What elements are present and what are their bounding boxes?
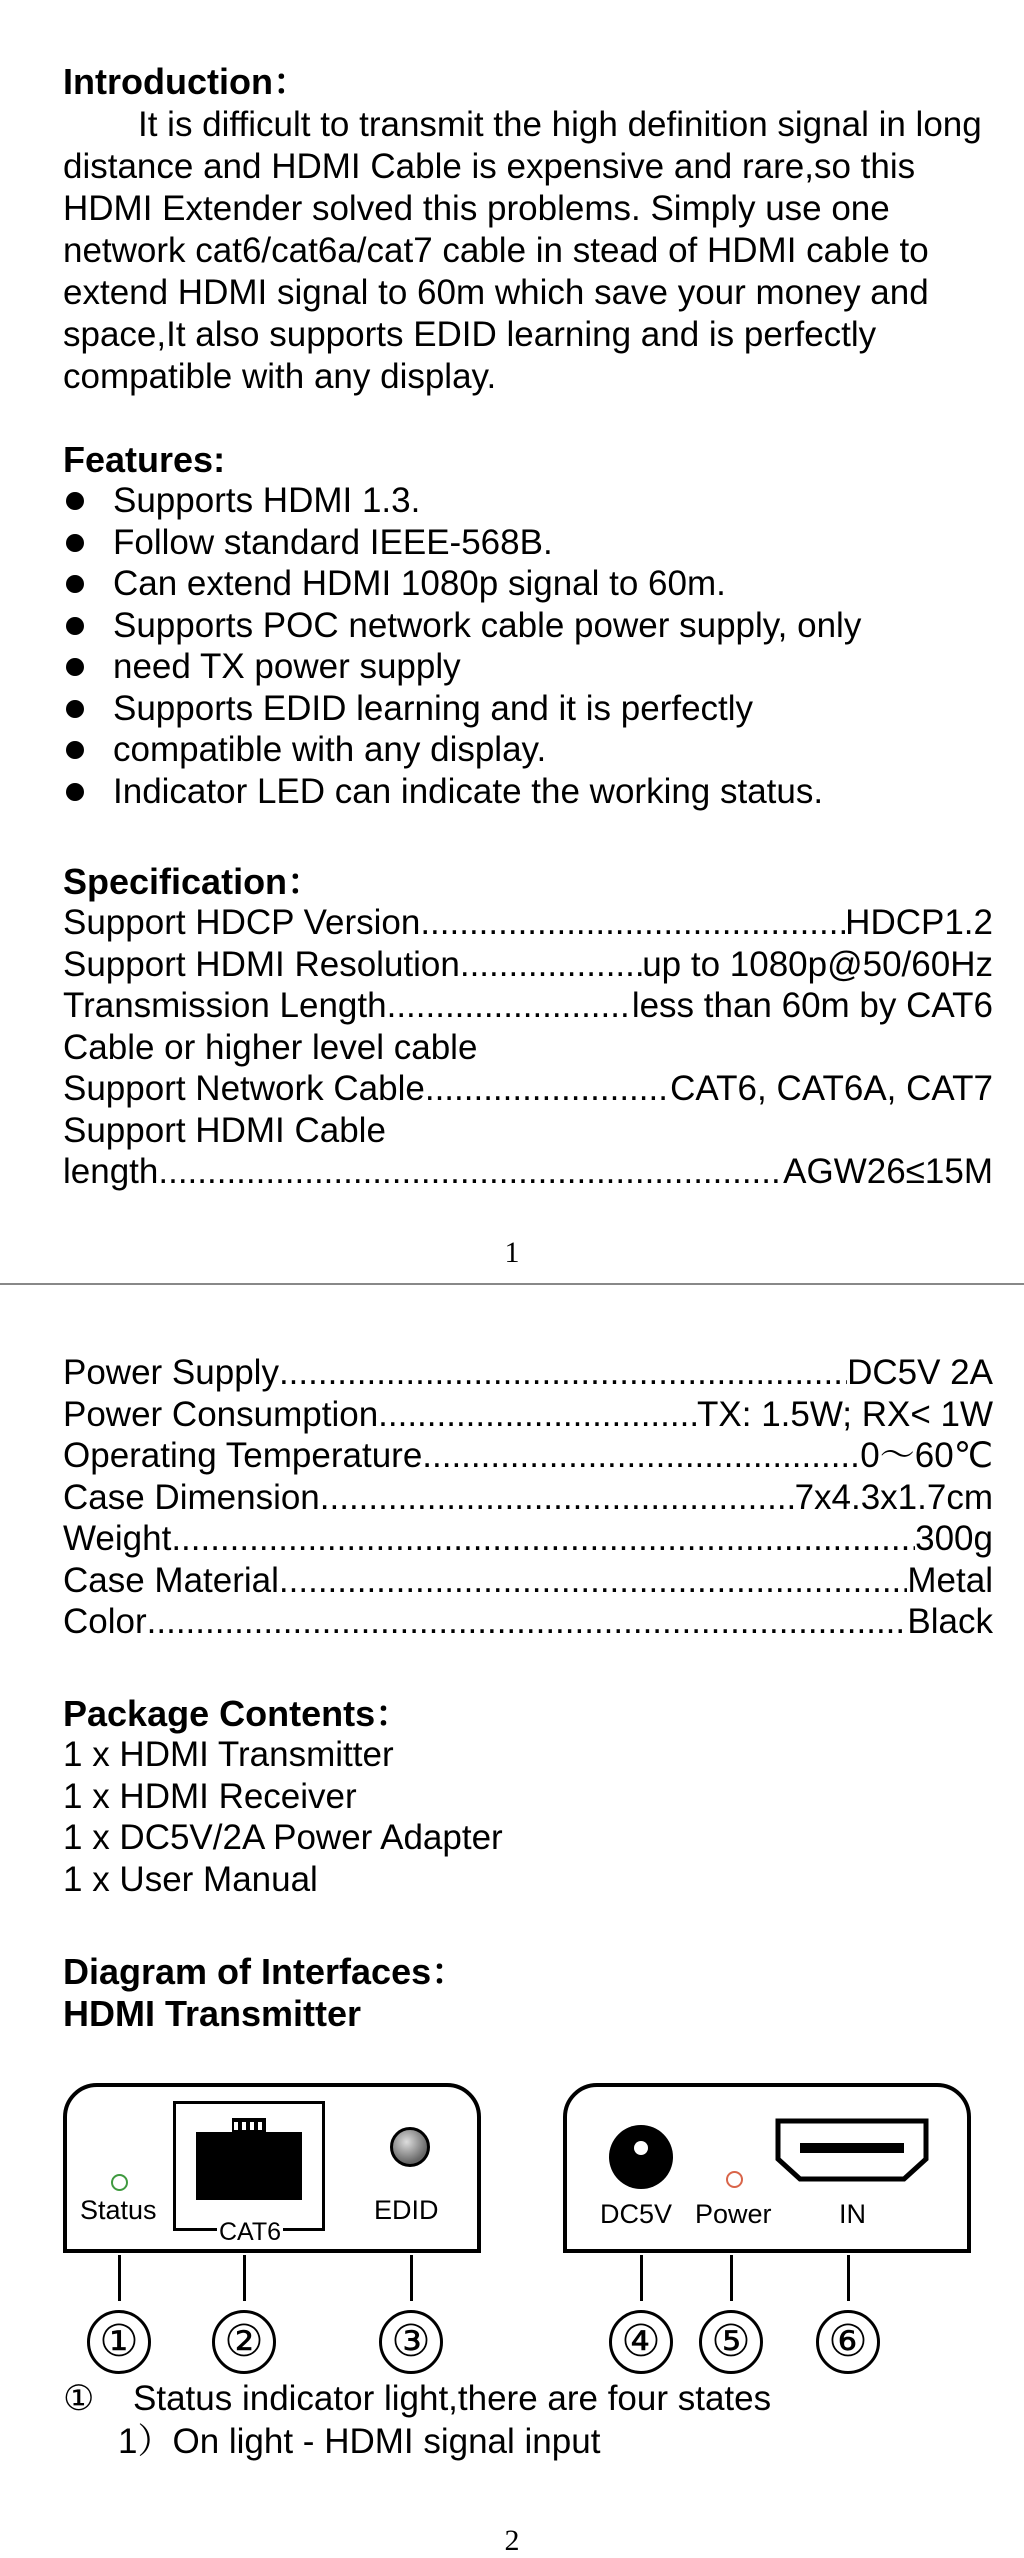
- cat6-port-frame: [173, 2101, 325, 2231]
- spec-row-hdmi-cable: length ..... AGW26≤15M: [63, 1151, 993, 1193]
- package-section: [63, 1694, 993, 1900]
- package-heading: Package Contents：: [63, 1693, 412, 1734]
- bullet-icon: [66, 783, 84, 801]
- spec-row-resolution: Support HDMI Resolution ..... up to 1080p@50/60Hz: [63, 944, 993, 986]
- bullet-icon: [66, 741, 84, 759]
- leader-line: [410, 2255, 413, 2301]
- callout-5: ⑤: [699, 2310, 763, 2374]
- spec-transmission-cont: Cable or higher level cable: [63, 1027, 478, 1067]
- bullet-icon: [66, 575, 84, 593]
- spec-row-case-material: Case Material ..... Metal: [63, 1560, 993, 1602]
- leader-line: [847, 2255, 850, 2301]
- feature-item: need TX power supply: [63, 646, 993, 688]
- leader-line: [640, 2255, 643, 2301]
- specification-section: [63, 862, 993, 1193]
- spec-row-weight: Weight ..... 300g: [63, 1518, 993, 1560]
- feature-item: compatible with any display.: [63, 729, 993, 771]
- bullet-icon: [66, 700, 84, 718]
- cat6-label: CAT6: [219, 2218, 282, 2246]
- transmitter-left-panel: [63, 2083, 481, 2253]
- page-divider: [0, 1283, 1024, 1285]
- leader-line: [243, 2255, 246, 2301]
- bullet-icon: [66, 492, 84, 510]
- features-list: [63, 480, 993, 812]
- package-item: 1 x HDMI Transmitter: [63, 1735, 394, 1774]
- callout-6: ⑥: [816, 2310, 880, 2374]
- edid-button-icon: [390, 2127, 430, 2167]
- spec-row-power-consumption: Power Consumption ..... TX: 1.5W; RX< 1W: [63, 1394, 993, 1436]
- feature-item: Indicator LED can indicate the working status.: [63, 771, 993, 813]
- spec-row-transmission: Transmission Length ..... less than 60m by CAT6: [63, 985, 993, 1027]
- spec-row-operating-temp: Operating Temperature ..... 0～60℃: [63, 1435, 993, 1477]
- diagram-subheading: HDMI Transmitter: [63, 1993, 362, 2034]
- feature-item: Supports POC network cable power supply, only: [63, 605, 993, 647]
- note-1: [63, 2378, 771, 2420]
- transmitter-right-panel: [563, 2083, 971, 2253]
- status-label: Status: [80, 2195, 157, 2225]
- spec-row-color: Color ..... Black: [63, 1601, 993, 1643]
- power-label: Power: [695, 2199, 772, 2229]
- callout-4: ④: [609, 2310, 673, 2374]
- spec-hdmi-cable-line1: Support HDMI Cable: [63, 1110, 386, 1150]
- diagram-section: [63, 1952, 993, 2034]
- status-led-icon: [111, 2174, 128, 2191]
- in-label: IN: [839, 2199, 866, 2229]
- features-heading: Features:: [63, 439, 226, 480]
- bullet-icon: [66, 617, 84, 635]
- feature-item: Supports HDMI 1.3.: [63, 480, 993, 522]
- leader-line: [730, 2255, 733, 2301]
- callout-3: ③: [379, 2310, 443, 2374]
- bullet-icon: [66, 658, 84, 676]
- note-1-sub1: 1）On light - HDMI signal input: [118, 2422, 601, 2461]
- note-1-marker: ①: [63, 2379, 95, 2418]
- power-led-icon: [726, 2171, 743, 2188]
- introduction-heading: Introduction：: [63, 61, 309, 102]
- feature-item: Follow standard IEEE-568B.: [63, 522, 993, 564]
- package-item: 1 x HDMI Receiver: [63, 1776, 357, 1816]
- diagram-heading: Diagram of Interfaces：: [63, 1951, 468, 1992]
- spec-row-hdcp: Support HDCP Version ..... HDCP1.2: [63, 902, 993, 944]
- dc-jack-icon: [609, 2125, 673, 2189]
- callout-1: ①: [87, 2310, 151, 2374]
- callout-2: ②: [212, 2310, 276, 2374]
- hdmi-port-icon: [770, 2115, 934, 2185]
- package-item: 1 x DC5V/2A Power Adapter: [63, 1818, 503, 1857]
- page-number: 1: [504, 1236, 520, 1269]
- specification-heading: Specification：: [63, 861, 324, 902]
- package-item: 1 x User Manual: [63, 1859, 318, 1899]
- note-1-text: Status indicator light,there are four states: [133, 2379, 772, 2418]
- rj45-port-icon: [176, 2104, 322, 2228]
- introduction-section: [63, 62, 993, 398]
- bullet-icon: [66, 534, 84, 552]
- leader-line: [118, 2255, 121, 2301]
- dc5v-label: DC5V: [600, 2199, 673, 2229]
- spec-row-power-supply: Power Supply ..... DC5V 2A: [63, 1352, 993, 1394]
- specification-continued: [63, 1352, 993, 1643]
- spec-row-case-dimension: Case Dimension ..... 7x4.3x1.7cm: [63, 1477, 993, 1519]
- feature-item: Can extend HDMI 1080p signal to 60m.: [63, 563, 993, 605]
- spec-row-network: Support Network Cable ..... CAT6, CAT6A, CAT7: [63, 1068, 993, 1110]
- introduction-text: It is difficult to transmit the high definition signal in long distance and HDMI Cable is expensive and rare,so this HDMI Extender solved this problems. Simply use one network cat6/cat6a/cat7 cable in stead of HDMI cable to extend HDMI signal to 60m which save your money and space,It also supports EDID learning and is perfectly compatible with any display.: [63, 105, 982, 396]
- page-number: 2: [504, 2524, 520, 2557]
- feature-item: Supports EDID learning and it is perfectly: [63, 688, 993, 730]
- features-section: [63, 440, 993, 812]
- edid-label: EDID: [374, 2195, 439, 2225]
